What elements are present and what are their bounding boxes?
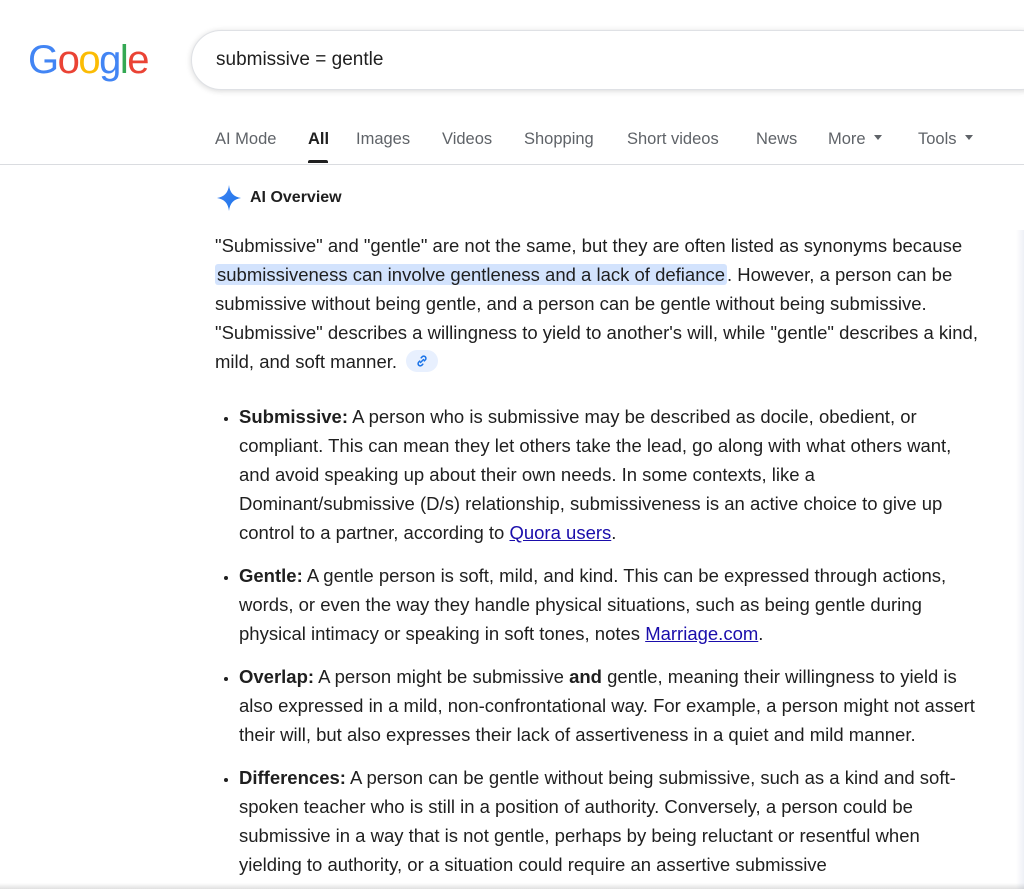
source-link-marriage[interactable]: Marriage.com [645,623,759,644]
tab-more-label: More [828,130,866,148]
bullet-term: Differences: [239,767,346,788]
bullet-text-end: . [611,522,617,543]
bullet-emphasis: and [569,666,602,687]
tab-tools[interactable] [918,130,973,149]
right-panel-edge [1016,230,1024,889]
list-item [239,763,985,879]
list-item [239,402,985,547]
ai-overview-content [215,231,985,893]
logo-letter: e [127,38,149,82]
tab-shopping[interactable]: Shopping [524,130,594,148]
bullet-text: A gentle person is soft, mild, and kind. This can be expressed through actions, words, or even the way they handle physical situations, such as being gentle during physical intimacy or speaking in soft tones, notes [239,565,947,644]
list-item [239,561,985,648]
gemini-sparkle-icon [216,184,242,212]
tab-all[interactable]: All [308,130,330,148]
tab-short-videos[interactable]: Short videos [627,130,719,148]
active-tab-indicator [308,160,328,163]
chevron-down-icon [965,135,973,140]
highlighted-phrase[interactable]: submissiveness can involve gentleness and a lack of defiance [217,264,726,285]
bullet-term: Gentle: [239,565,303,586]
search-input[interactable]: submissive = gentle [216,49,384,70]
link-icon [415,354,429,368]
bullet-text-end: . [758,623,764,644]
logo-letter: l [119,38,128,82]
bullet-text: A person who is submissive may be described as docile, obedient, or compliant. This can mean they let others take the lead, go along with what others want, and avoid speaking up about their own needs. In some contexts, like a Dominant/submissive (D/s) relationship, submissiveness is an active choice to give up control to a partner, according to [239,406,952,543]
tab-ai-mode[interactable]: AI Mode [215,130,277,148]
bullet-term: Overlap: [239,666,315,687]
list-item [239,662,985,749]
ai-overview-intro [215,231,985,376]
logo-letter: g [99,38,120,82]
logo-letter: G [28,38,58,82]
tab-more[interactable] [828,130,882,149]
bullet-text: A person might be submissive [314,666,570,687]
source-link-quora[interactable]: Quora users [509,522,612,543]
tab-images[interactable]: Images [356,130,411,148]
google-logo[interactable] [28,36,148,84]
source-link-chip[interactable] [406,350,438,372]
bullet-text-end: gentle, meaning their willingness to yield is also expressed in a mild, non-confrontational way. For example, a person might not assert their will, but also expresses their lack of assertiveness in a quiet and mild manner. [239,666,975,745]
bottom-edge-shadow [0,883,1024,889]
search-box[interactable] [191,30,1024,90]
intro-text-continued: . However, a person can be submissive without being gentle, and a person can be gentle without being submissive. "Submissive" describes a willingness to yield to another's will, while "gentle" describes a kind, mild, and soft manner. [215,264,978,372]
tab-videos[interactable]: Videos [442,130,493,148]
ai-overview-bullets [215,402,985,879]
intro-text: "Submissive" and "gentle" are not the same, but they are often listed as synonyms because [215,235,963,256]
bullet-term: Submissive: [239,406,348,427]
bullet-text: A person can be gentle without being submissive, such as a kind and soft-spoken teacher who is still in a position of authority. Conversely, a person could be submissive in a way that is not gentle, perhaps by being reluctant or resentful when yielding to authority, or a situation could require an assertive submissive [239,767,956,875]
logo-letter: o [78,38,100,82]
tab-news[interactable]: News [756,130,798,148]
logo-letter: o [57,38,79,82]
tab-tools-label: Tools [918,130,957,148]
ai-overview-title: AI Overview [250,189,342,206]
chevron-down-icon [874,135,882,140]
search-tabs [0,112,1024,165]
